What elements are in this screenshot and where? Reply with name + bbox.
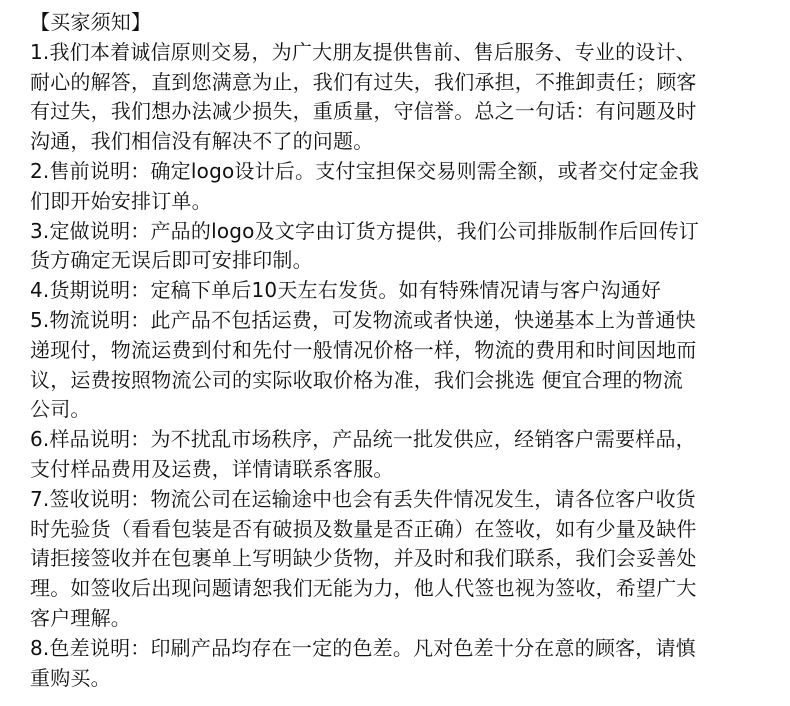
notice-line: 货方确定无误后即可安排印制。	[30, 248, 313, 273]
notice-line: 5.物流说明：此产品不包括运费，可发物流或者快递，快递基本上为普通快	[30, 307, 696, 332]
notice-item-1	[30, 38, 780, 157]
notice-item-4	[30, 276, 780, 306]
notice-item-6	[30, 425, 780, 485]
notice-line: 4.货期说明：定稿下单后10天左右发货。如有特殊情况请与客户沟通好	[30, 278, 662, 303]
notice-item-5	[30, 306, 780, 425]
notice-line: 请拒接签收并在包裹单上写明缺少货物，并及时和我们联系，我们会妥善处	[30, 546, 697, 571]
buyer-notice-document	[30, 8, 780, 693]
notice-line: 3.定做说明：产品的logo及文字由订货方提供，我们公司排版制作后回传订	[30, 218, 700, 243]
notice-line: 重购买。	[30, 665, 111, 690]
notice-line: 耐心的解答，直到您满意为止，我们有过失，我们承担，不推卸责任；顾客	[30, 69, 697, 94]
notice-line: 客户理解。	[30, 605, 131, 630]
notice-line: 时先验货（看看包装是否有破损及数量是否正确）在签收，如有少量及缺件	[30, 516, 697, 541]
document-title: 【买家须知】	[30, 10, 152, 34]
notice-line: 支付样品费用及运费，详情请联系客服。	[30, 456, 394, 481]
notice-line: 有过失，我们想办法减少损失，重质量，守信誉。总之一句话：有问题及时	[30, 99, 697, 124]
notice-line: 7.签收说明：物流公司在运输途中也会有丢失件情况发生，请各位客户收货	[30, 486, 696, 511]
notice-item-8	[30, 634, 780, 694]
notice-line: 6.样品说明：为不扰乱市场秩序，产品统一批发供应，经销客户需要样品，	[30, 427, 696, 452]
notice-item-3	[30, 217, 780, 277]
notice-line: 们即开始安排订单。	[30, 188, 212, 213]
notice-line: 2.售前说明：确定logo设计后。支付宝担保交易则需全额，或者交付定金我	[30, 158, 700, 183]
notice-item-7	[30, 485, 780, 634]
notice-line: 递现付，物流运费到付和先付一般情况价格一样，物流的费用和时间因地而	[30, 337, 697, 362]
notice-line: 沟通，我们相信没有解决不了的问题。	[30, 129, 374, 154]
notice-line: 理。如签收后出现问题请恕我们无能为力，他人代签也视为签收，希望广大	[30, 576, 697, 601]
notice-item-2	[30, 157, 780, 217]
notice-line: 1.我们本着诚信原则交易，为广大朋友提供售前、售后服务、专业的设计、	[30, 39, 696, 64]
notice-line: 8.色差说明：印刷产品均存在一定的色差。凡对色差十分在意的顾客，请慎	[30, 635, 696, 660]
notice-line: 议，运费按照物流公司的实际收取价格为准，我们会挑选 便宜合理的物流	[30, 367, 683, 392]
notice-line: 公司。	[30, 397, 91, 422]
